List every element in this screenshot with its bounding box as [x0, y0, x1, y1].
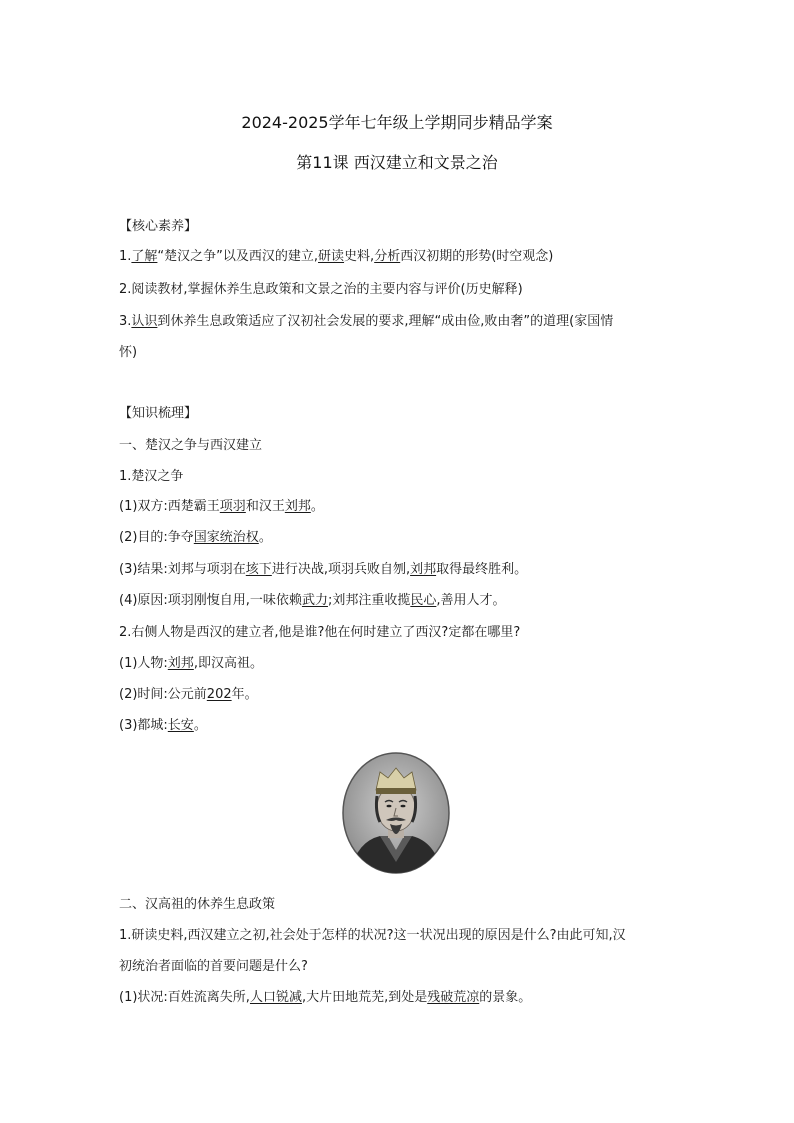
underlined-term: 研读	[318, 249, 345, 264]
text: 西汉初期的形势(时空观念)	[400, 249, 554, 264]
text: (4)原因:项羽刚愎自用,一味依赖	[119, 593, 302, 608]
underlined-term: 垓下	[245, 562, 272, 577]
text: ;刘邦注重收揽	[327, 593, 411, 608]
text: 到休养生息政策适应了汉初社会发展的要求,理解“成由俭,败由奢”的道理(家国情	[157, 314, 614, 329]
underlined-term: 刘邦	[284, 499, 311, 514]
early-han-situation	[119, 989, 531, 1007]
capital-city	[119, 717, 207, 735]
underlined-term: 刘邦	[167, 656, 194, 671]
subsection-1: 1.楚汉之争	[119, 469, 184, 484]
text: 1.	[119, 249, 132, 264]
text: 。	[193, 718, 207, 733]
text: “楚汉之争”以及西汉的建立,	[157, 249, 319, 264]
lesson-title: 第11课 西汉建立和文景之治	[296, 153, 498, 172]
liu-bang-portrait	[342, 752, 450, 874]
founder-person	[119, 655, 263, 673]
question-1-cont: 初统治者面临的首要问题是什么?	[119, 959, 308, 974]
chu-han-reason	[119, 592, 506, 610]
underlined-term: 分析	[374, 249, 401, 264]
underlined-term: 202	[206, 687, 232, 702]
text: (3)结果:刘邦与项羽在	[119, 562, 246, 577]
text: 进行决战,项羽兵败自刎,	[271, 562, 411, 577]
text: (2)目的:争夺	[119, 530, 194, 545]
text: 和汉王	[245, 499, 285, 514]
text: 年。	[231, 687, 258, 702]
underlined-term: 国家统治权	[193, 530, 259, 545]
core-item-3	[119, 313, 613, 331]
text: (3)都城:	[119, 718, 168, 733]
question-1: 1.研读史料,西汉建立之初,社会处于怎样的状况?这一状况出现的原因是什么?由此可知,汉	[119, 928, 626, 943]
knowledge-heading: 【知识梳理】	[119, 406, 198, 421]
subsection-2: 2.右侧人物是西汉的建立者,他是谁?他在何时建立了西汉?定都在哪里?	[119, 625, 521, 640]
text: ,即汉高祖。	[193, 656, 263, 671]
section-2-heading: 二、汉高祖的休养生息政策	[119, 897, 276, 912]
core-item-2: 2.阅读教材,掌握休养生息政策和文景之治的主要内容与评价(历史解释)	[119, 282, 523, 297]
text: 取得最终胜利。	[436, 562, 528, 577]
underlined-term: 认识	[131, 314, 158, 329]
text: (2)时间:公元前	[119, 687, 207, 702]
underlined-term: 武力	[301, 593, 328, 608]
text: (1)人物:	[119, 656, 168, 671]
chu-han-result	[119, 561, 527, 579]
text: 。	[258, 530, 272, 545]
text: ,善用人才。	[436, 593, 506, 608]
text: 史料,	[344, 249, 375, 264]
text: (1)状况:百姓流离失所,	[119, 990, 250, 1005]
core-item-1	[119, 248, 553, 266]
chu-han-goal	[119, 529, 272, 547]
founding-time	[119, 686, 258, 704]
text: ,大片田地荒芜,到处是	[301, 990, 428, 1005]
text: 。	[310, 499, 324, 514]
underlined-term: 人口锐减	[249, 990, 302, 1005]
chu-han-sides	[119, 498, 324, 516]
underlined-term: 项羽	[219, 499, 246, 514]
text: (1)双方:西楚霸王	[119, 499, 220, 514]
underlined-term: 了解	[131, 249, 158, 264]
document-title: 2024-2025学年七年级上学期同步精品学案	[241, 113, 553, 132]
underlined-term: 刘邦	[410, 562, 437, 577]
underlined-term: 残破荒凉	[427, 990, 480, 1005]
underlined-term: 长安	[167, 718, 194, 733]
underlined-term: 民心	[410, 593, 437, 608]
core-literacy-heading: 【核心素养】	[119, 219, 198, 234]
text: 的景象。	[479, 990, 532, 1005]
core-item-3-cont: 怀)	[119, 345, 138, 360]
section-1-heading: 一、楚汉之争与西汉建立	[119, 438, 263, 453]
text: 3.	[119, 314, 132, 329]
